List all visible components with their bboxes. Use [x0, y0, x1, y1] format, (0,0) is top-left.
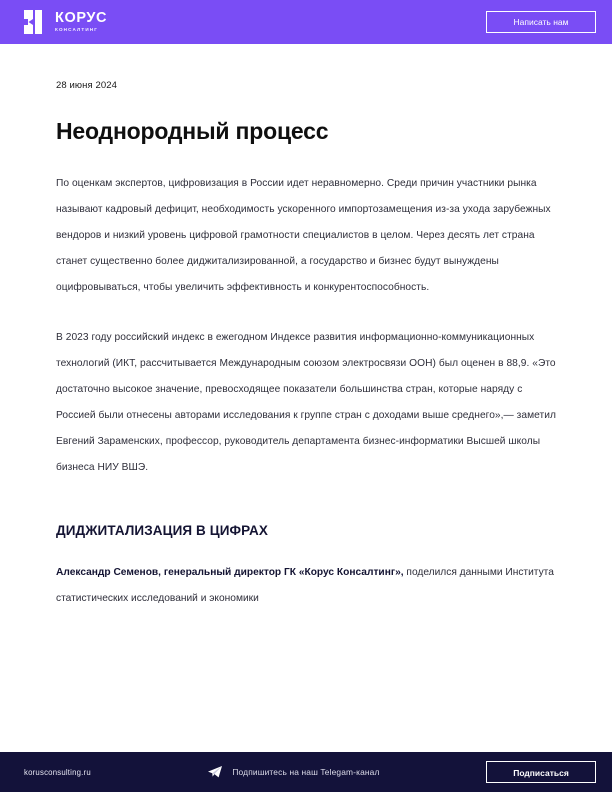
brand-name: КОРУС	[55, 10, 108, 27]
telegram-subscribe-text: Подпишитесь на наш Telegam-канал	[232, 767, 380, 777]
site-header	[0, 0, 612, 44]
footer-website-link[interactable]: korusconsulting.ru	[24, 767, 91, 777]
lead-strong-text: Александр Семенов, генеральный директор ГК «Корус Консалтинг»,	[56, 567, 404, 578]
brand-subtitle: КОНСАЛТИНГ	[55, 27, 99, 33]
brand-text	[55, 11, 107, 33]
korus-logo-mark-icon	[24, 10, 48, 34]
publish-date: 28 июня 2024	[56, 80, 118, 91]
site-footer	[0, 752, 612, 792]
paragraph-1: По оценкам экспертов, цифровизация в России идет неравномерно. Среди причин участники рынка называют кадровый дефицит, необходимость ускоренного импортозамещения из-за ухода зарубежных вендоров и низкий уровень цифровой грамотности специалистов в целом. Через десять лет страна станет существенно более диджитализированной, а государство и бизнес будут вынуждены оцифровываться, чтобы увеличить эффективность и конкурентоспособность.	[56, 178, 551, 293]
paragraph-2: В 2023 году российский индекс в ежегодном Индексе развития информационно-коммуникационных технологий (ИКТ, рассчитывается Международным союзом электросвязи ООН) был оценен в 88,9. «Это достаточно высокое значение, превосходящее показатели большинства стран, которые наряду с Россией были отнесены авторами исследования к группе стран с доходами выше среднего»,— заметил Евгений Зараменских, профессор, руководитель департамента бизнес-информатики Высшей школы бизнеса НИУ ВШЭ.	[56, 332, 556, 473]
brand-logo[interactable]	[24, 10, 107, 34]
article-body	[0, 44, 612, 622]
lead-rest-text: поделился данными Института статистических исследований и экономики	[56, 567, 554, 604]
footer-telegram-block[interactable]	[101, 764, 486, 780]
contact-us-button[interactable]: Написать нам	[486, 11, 596, 33]
page-title: Неоднородный процесс	[56, 118, 329, 144]
lead-paragraph	[56, 560, 556, 612]
section-heading: ДИДЖИТАЛИЗАЦИЯ В ЦИФРАХ	[56, 523, 269, 538]
subscribe-button[interactable]: Подписаться	[486, 761, 596, 783]
telegram-icon	[207, 764, 223, 780]
